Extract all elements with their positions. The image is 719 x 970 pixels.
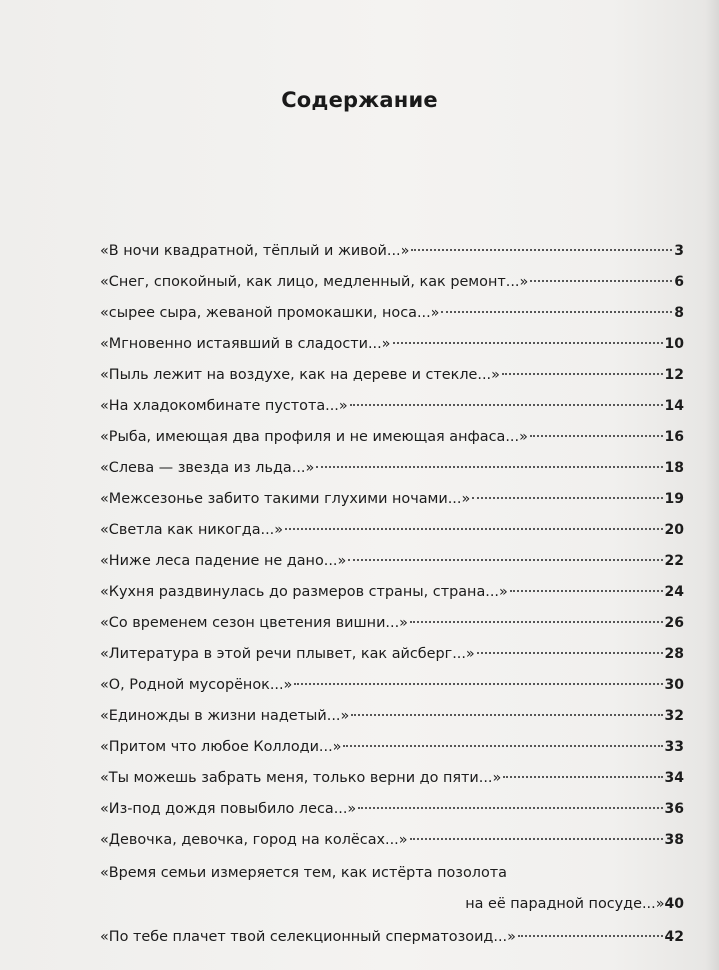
toc-page-number: 12 [664, 367, 684, 383]
toc-leader-dots [530, 435, 663, 437]
toc-entry-title: «Ниже леса падение не дано...» [100, 553, 347, 569]
toc-entry-title: «Рыба, имеющая два профиля и не имеющая анфаса...» [100, 429, 528, 445]
toc-entry [100, 580, 684, 604]
toc-entry-title: «сырее сыра, жеваной промокашки, носа...» [100, 305, 440, 321]
toc-entry [100, 518, 684, 542]
toc-leader-dots [285, 528, 662, 530]
toc-entry-title: «Снег, спокойный, как лицо, медленный, как ремонт...» [100, 274, 529, 290]
toc-entry-title-line1: «Время семьи измеряется тем, как истёрта позолота [100, 865, 507, 881]
toc-page-number: 24 [664, 584, 684, 600]
toc-entry [100, 363, 684, 387]
toc-entry-title: «По тебе плачет твой селекционный сперматозоид...» [100, 929, 516, 945]
toc-leader-dots [393, 342, 663, 344]
page-title: Содержание [281, 88, 438, 112]
page-edge-shadow [705, 0, 719, 970]
toc-page-number: 8 [674, 305, 684, 321]
toc-entry-title: «Единожды в жизни надетый...» [100, 708, 350, 724]
toc-leader-dots [410, 621, 663, 623]
toc-leader-dots [530, 280, 672, 282]
toc-page-number: 10 [664, 336, 684, 352]
toc-entry-title: «Межсезонье забито такими глухими ночами...» [100, 491, 471, 507]
toc-entry [100, 828, 684, 852]
toc-page-number: 3 [674, 243, 684, 259]
toc-entry [100, 673, 684, 697]
toc-entry-multiline-first [100, 861, 684, 885]
toc-page-number: 16 [664, 429, 684, 445]
toc-leader-dots [518, 935, 663, 937]
toc-leader-dots [477, 652, 663, 654]
toc-entry [100, 456, 684, 480]
toc-page-number: 36 [664, 801, 684, 817]
toc-entry [100, 239, 684, 263]
toc-page-number: 20 [664, 522, 684, 538]
toc-entry [100, 735, 684, 759]
toc-entry [100, 611, 684, 635]
toc-leader-dots [441, 311, 672, 313]
toc-leader-dots [502, 373, 663, 375]
toc-entry-title: «В ночи квадратной, тёплый и живой...» [100, 243, 410, 259]
toc-entry [100, 797, 684, 821]
toc-page-number: 33 [664, 739, 684, 755]
toc-entry-title: «Слева — звезда из льда...» [100, 460, 315, 476]
toc-entry [100, 394, 684, 418]
toc-page-number: 30 [664, 677, 684, 693]
toc-page-number: 19 [664, 491, 684, 507]
toc-leader-dots [510, 590, 663, 592]
toc-entry-title-line2: на её парадной посуде...» [465, 896, 665, 912]
toc-page-number: 42 [664, 929, 684, 945]
toc-entry [100, 766, 684, 790]
toc-entry [100, 301, 684, 325]
toc-entry [100, 425, 684, 449]
toc-entry-title: «Ты можешь забрать меня, только верни до пяти...» [100, 770, 502, 786]
toc-page-number: 40 [664, 896, 684, 912]
toc-leader-dots [358, 807, 662, 809]
toc-entry [100, 642, 684, 666]
toc-page-number: 26 [664, 615, 684, 631]
toc-entry-title: «Пыль лежит на воздухе, как на дереве и стекле...» [100, 367, 500, 383]
toc-page-number: 38 [664, 832, 684, 848]
toc-page-number: 32 [664, 708, 684, 724]
toc-entry-title: «Кухня раздвинулась до размеров страны, страна...» [100, 584, 508, 600]
toc-leader-dots [350, 404, 663, 406]
toc-entry-title: «Мгновенно истаявший в сладости...» [100, 336, 391, 352]
toc-entry-title: «Притом что любое Коллоди...» [100, 739, 342, 755]
toc-entry-title: «Девочка, девочка, город на колёсах...» [100, 832, 408, 848]
toc-leader-dots [472, 497, 662, 499]
toc-leader-dots [411, 249, 672, 251]
toc-leader-dots [410, 838, 663, 840]
toc-entry [100, 925, 684, 949]
toc-entry-title: «Литература в этой речи плывет, как айсберг...» [100, 646, 475, 662]
toc-entry [100, 487, 684, 511]
toc-leader-dots [348, 559, 662, 561]
toc-leader-dots [351, 714, 662, 716]
toc-entry-title: «О, Родной мусорёнок...» [100, 677, 293, 693]
toc-page-number: 28 [664, 646, 684, 662]
toc-entry-title: «Светла как никогда...» [100, 522, 284, 538]
toc-entry [100, 549, 684, 573]
toc-leader-dots [343, 745, 662, 747]
toc-entry-title: «На хладокомбинате пустота...» [100, 398, 348, 414]
toc-page-number: 6 [674, 274, 684, 290]
toc-entry [100, 704, 684, 728]
toc-leader-dots [316, 466, 662, 468]
toc-entry-title: «Из-под дождя повыбило леса...» [100, 801, 357, 817]
toc-leader-dots [294, 683, 662, 685]
toc-entry [100, 332, 684, 356]
toc-page-number: 22 [664, 553, 684, 569]
table-of-contents [100, 0, 684, 970]
toc-page-number: 18 [664, 460, 684, 476]
toc-entry-title: «Со временем сезон цветения вишни...» [100, 615, 408, 631]
toc-page-number: 14 [664, 398, 684, 414]
toc-leader-dots [503, 776, 662, 778]
toc-page-number: 34 [664, 770, 684, 786]
toc-entry [100, 270, 684, 294]
toc-entry-multiline-second [100, 892, 684, 916]
